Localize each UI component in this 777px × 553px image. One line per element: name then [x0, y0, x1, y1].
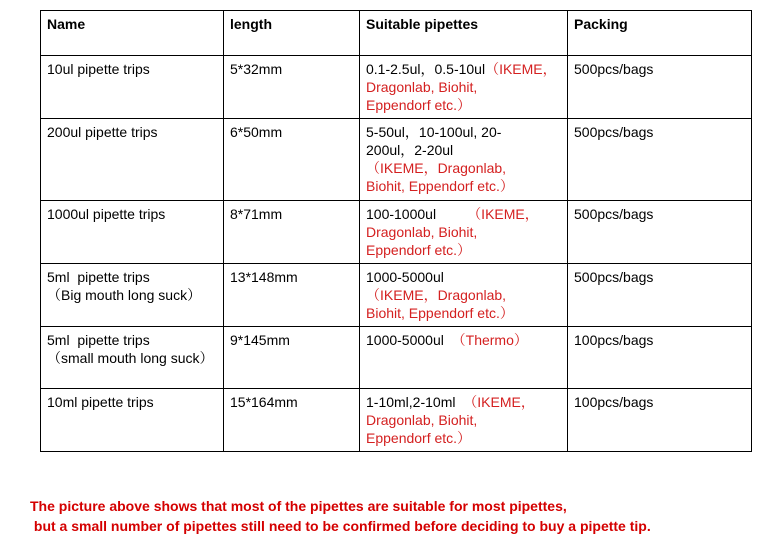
name-text: 10ul pipette trips [47, 61, 150, 77]
name-text: 1000ul pipette trips [47, 206, 166, 222]
brand-list: Dragonlab, Biohit, [366, 79, 478, 95]
header-name: Name [41, 11, 224, 56]
suitable-pipettes-cell [360, 327, 568, 389]
suitable-pipettes-cell [360, 56, 568, 119]
name-subtext: （small mouth long suck） [47, 350, 214, 366]
table-row [41, 389, 752, 452]
brand-list: （IKEME，Dragonlab, [366, 287, 507, 303]
header-packing: Packing [568, 11, 752, 56]
name-text: 5ml pipette trips [47, 269, 150, 285]
length-cell: 6*50mm [224, 119, 360, 201]
name-text: 200ul pipette trips [47, 124, 158, 140]
name-cell [41, 264, 224, 327]
table-row [41, 119, 752, 201]
brand-list: Eppendorf etc.） [366, 430, 472, 446]
header-row [41, 11, 752, 56]
length-cell: 15*164mm [224, 389, 360, 452]
compatibility-note [30, 496, 770, 536]
brand-list: Eppendorf etc.） [366, 97, 472, 113]
header-suitable-pipettes: Suitable pipettes [360, 11, 568, 56]
brand-list: （IKEME， [485, 61, 557, 77]
suitable-pipettes-cell [360, 201, 568, 264]
packing-cell: 500pcs/bags [568, 56, 752, 119]
brand-list: （IKEME，Dragonlab, [366, 160, 507, 176]
brand-list: （Thermo） [451, 332, 528, 348]
suitable-pipettes-cell [360, 264, 568, 327]
table-row [41, 56, 752, 119]
pipette-models: 0.1-2.5ul，0.5-10ul [366, 61, 486, 77]
suitable-pipettes-cell [360, 119, 568, 201]
name-cell [41, 119, 224, 201]
pipette-models: 5-50ul，10-100ul, 20- [366, 124, 502, 140]
note-line-2: but a small number of pipettes still need to be confirmed before deciding to buy a pipette tip. [30, 518, 651, 534]
table-row [41, 264, 752, 327]
length-cell: 5*32mm [224, 56, 360, 119]
brand-list: Dragonlab, Biohit, [366, 224, 478, 240]
note-line-1: The picture above shows that most of the pipettes are suitable for most pipettes, [30, 498, 567, 514]
packing-cell: 500pcs/bags [568, 119, 752, 201]
suitable-pipettes-cell [360, 389, 568, 452]
packing-cell: 100pcs/bags [568, 327, 752, 389]
name-cell [41, 56, 224, 119]
brand-list: （IKEME， [463, 394, 535, 410]
name-text: 5ml pipette trips [47, 332, 150, 348]
packing-cell: 500pcs/bags [568, 264, 752, 327]
packing-cell: 500pcs/bags [568, 201, 752, 264]
pipette-models: 1000-5000ul [366, 269, 444, 285]
pipette-models: 200ul，2-20ul [366, 142, 454, 158]
brand-list: Eppendorf etc.） [366, 242, 472, 258]
brand-list: Biohit, Eppendorf etc.） [366, 305, 514, 321]
length-cell: 13*148mm [224, 264, 360, 327]
pipette-models: 1000-5000ul [366, 332, 452, 348]
length-cell: 9*145mm [224, 327, 360, 389]
brand-list: （IKEME， [467, 206, 539, 222]
brand-list: Biohit, Eppendorf etc.） [366, 178, 514, 194]
table-row [41, 201, 752, 264]
brand-list: Dragonlab, Biohit, [366, 412, 478, 428]
length-cell: 8*71mm [224, 201, 360, 264]
name-cell [41, 327, 224, 389]
name-text: 10ml pipette trips [47, 394, 154, 410]
packing-cell: 100pcs/bags [568, 389, 752, 452]
name-cell [41, 201, 224, 264]
pipette-tips-table [40, 10, 752, 452]
pipette-models: 100-1000ul [366, 206, 468, 222]
name-subtext: （Big mouth long suck） [47, 287, 202, 303]
header-length: length [224, 11, 360, 56]
table-row [41, 327, 752, 389]
pipette-models: 1-10ml,2-10ml [366, 394, 464, 410]
name-cell [41, 389, 224, 452]
